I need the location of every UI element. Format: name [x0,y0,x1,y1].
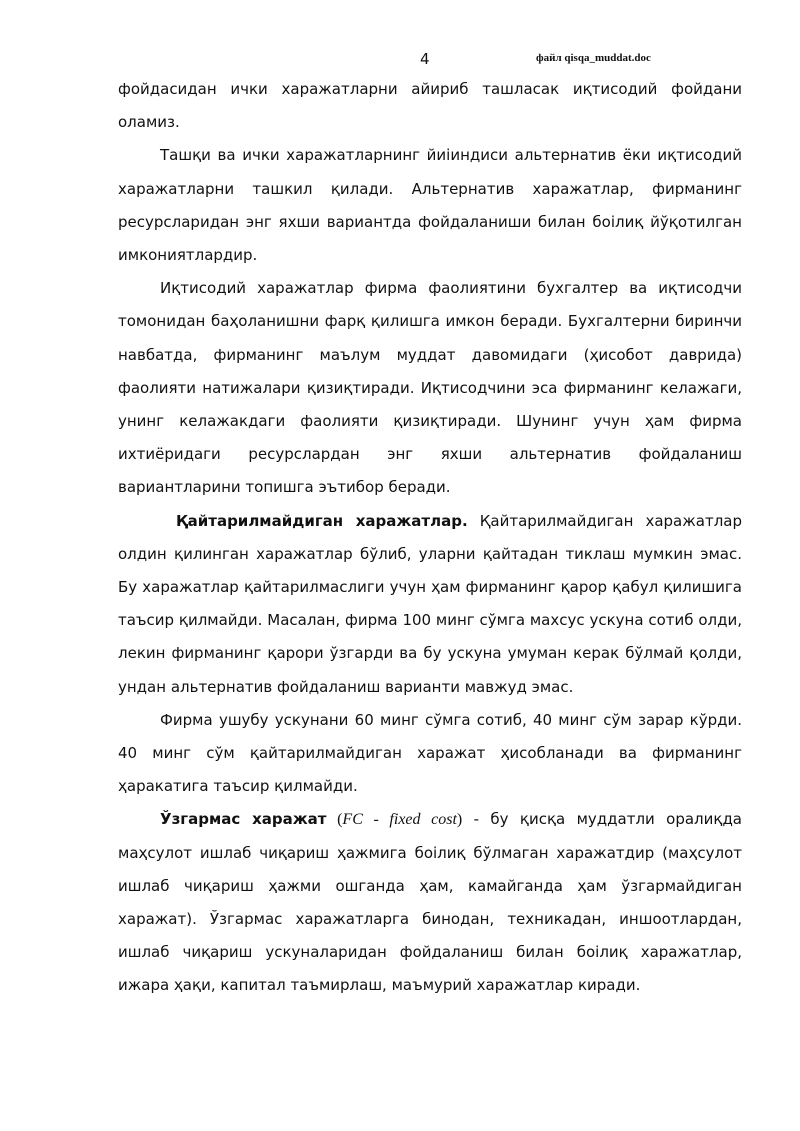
paragraph-alternative-costs: Ташқи ва ички харажатларнинг йиіиндиси альтернатив ёки иқтисодий харажатларни ташкил қилади. Альтернатив харажатлар, фирманинг ресурсларидан энг яхши вариантда фойдаланиши билан боілиқ йўқотилган имкониятлардир. [118,146,742,265]
english-term: fixed cost [389,811,457,829]
sunk-costs-text: Қайтарилмайдиган харажатлар олдин қилинган харажатлар бўлиб, уларни қайтадан тиклаш мумкин эмас. Бу харажатлар қайтарилмаслиги учун ҳам фирманинг қарор қабул қилишига таъсир қилмайди. Масалан, фирма 100 минг сўмга махсус ускуна сотиб олди, лекин фирманинг қарори ўзгарди ва бу ускуна умуман керак бўлмай қолди, ундан альтернатив фойдаланиш варианти мавжуд эмас. [118,511,742,696]
paragraph-equipment-example: Фирма ушубу ускунани 60 минг сўмга сотиб, 40 минг сўм зарар кўрди. 40 минг сўм қайтарилмайдиган харажат ҳисобланади ва фирманинг ҳаракатига таъсир қилмайди. [118,710,742,796]
paragraph-continuation: фойдасидан ички харажатларни айириб ташласак иқтисодий фойдани оламиз. [118,80,742,132]
paragraph-sunk-costs [118,505,742,704]
file-name: файл qisqa_muddat.doc [536,52,651,64]
page-number: 4 [420,50,430,68]
term-fixed-costs: Ўзгармас харажат [160,810,327,829]
paragraph-economic-costs: Иқтисодий харажатлар фирма фаолиятини бухгалтер ва иқтисодчи томонидан баҳоланишни фарқ қилишга имкон беради. Бухгалтерни биринчи навбатда, фирманинг маълум муддат давомидаги (ҳисобот даврида) фаолияти натижалари қизиқтиради. Иқтисодчини эса фирманинг келажаги, унинг келажакдаги фаолияти қизиқтиради. Шунинг учун ҳам фирма ихтиёридаги ресурслардан энг яхши альтернатив фойдаланиш вариантларини топишга эътибор беради. [118,279,742,497]
paren-open: ( [326,811,343,829]
document-body [118,73,742,1003]
term-sunk-costs: Қайтарилмайдиган харажатлар. [176,511,468,530]
paragraph-fixed-costs [118,803,742,1002]
dash: - [362,811,390,829]
fixed-costs-text: - бу қисқа муддатли оралиқда маҳсулот ишлаб чиқариш ҳажмига боілиқ бўлмаган харажатдир (маҳсулот ишлаб чиқариш ҳажми ошганда ҳам, камайганда ҳам ўзгармайдиган харажат). Ўзгармас харажатларга бинодан, техникадан, иншоотлардан, ишлаб чиқариш ускуналаридан фойдаланиш билан боілиқ харажатлар, ижара ҳақи, капитал таъмирлаш, маъмурий харажатлар киради. [118,810,743,995]
paren-close: ) [456,811,463,829]
abbr-fc: FC [342,811,363,829]
